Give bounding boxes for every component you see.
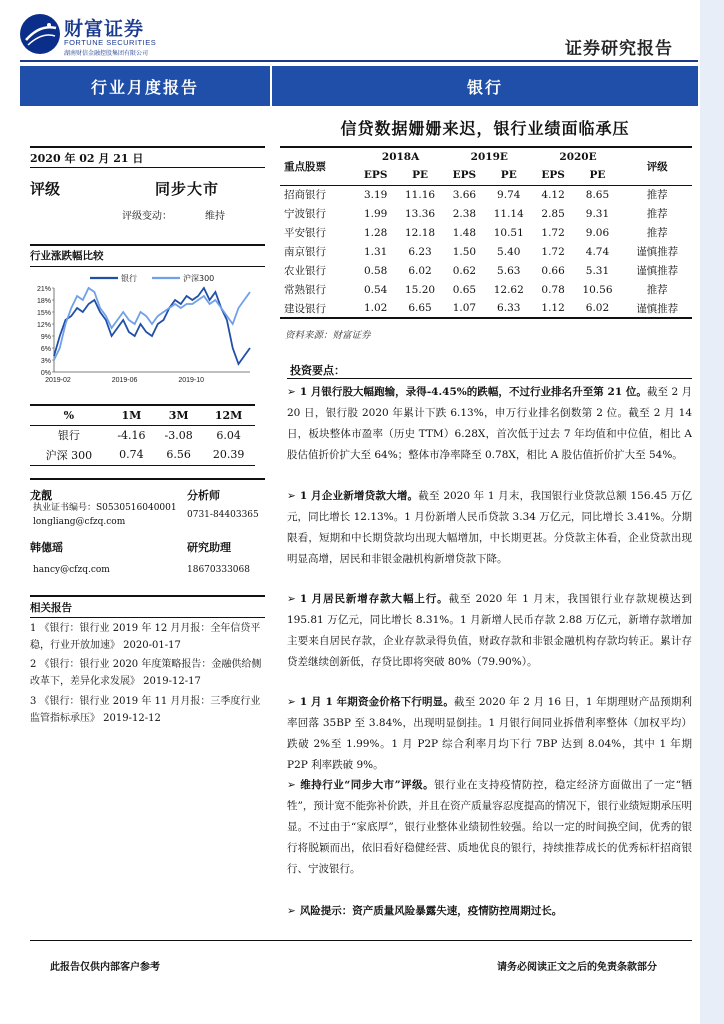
point-text: 截至 2 月 20 日，银行股 2020 年累计下跌 6.13%，申万行业排名倒数第 2 位。截至 2 月 14 日，板块整体市盈率（历史 TTM）6.28X，首次低于过去 7 年均值和中位值，相比 A 股估值折价扩大至 64%；整体市净率降至 0.78X，相比 A 股估值折价扩大至 54%。 xyxy=(287,386,693,461)
stock-value: 5.63 xyxy=(497,264,521,277)
stock-value: 12.62 xyxy=(493,283,524,296)
perf-cell: -3.08 xyxy=(164,428,193,442)
y-tick-label: 6% xyxy=(40,346,51,353)
perf-cell: 6.04 xyxy=(216,428,241,442)
stock-value: 12.18 xyxy=(405,226,436,239)
stock-value: 10.56 xyxy=(582,283,613,296)
analyst-1-role: 分析师 xyxy=(187,489,220,502)
footer-disclaimer: 请务必阅读正文之后的免责条款部分 xyxy=(497,962,657,973)
stock-value: 1.28 xyxy=(363,226,388,239)
stock-value: 13.36 xyxy=(405,207,436,220)
stock-value: 3.19 xyxy=(363,188,388,201)
arrow-bullet-icon: ➢ xyxy=(287,779,296,791)
stock-value: 9.06 xyxy=(585,226,610,239)
stock-value: 11.16 xyxy=(405,188,436,201)
stock-subheader: PE xyxy=(500,169,517,182)
x-tick-label: 2019-10 xyxy=(178,377,205,384)
invest-point-2 xyxy=(287,486,692,570)
arrow-bullet-icon: ➢ xyxy=(287,696,296,708)
stock-value: 1.48 xyxy=(452,226,477,239)
table-row xyxy=(280,204,692,223)
point-heading: 1 月居民新增存款大幅上行。 xyxy=(299,593,449,605)
stock-value: 1.12 xyxy=(541,302,565,314)
stock-value: 0.65 xyxy=(452,283,477,296)
key-stocks-table xyxy=(280,146,692,319)
stock-value: 2.38 xyxy=(452,207,477,220)
divider xyxy=(30,266,265,267)
stock-value: 2.85 xyxy=(541,207,565,220)
logo-text-cn: 财富证券 xyxy=(64,18,145,40)
point-text: 截至 2020 年 1 月末，我国银行业贷款总额 156.45 万亿元，同比增长 12.13%。1 月份新增人民币贷款 3.34 万亿元，同比增长 3.41%。分期限看，短期和中长期贷款均出现大幅增加，中长期更甚。分贷款主体看，企业贷款出现明显高增，居民和非银金融机构新增贷款下降。 xyxy=(287,490,692,565)
arrow-bullet-icon: ➢ xyxy=(287,490,296,502)
stock-value: 5.40 xyxy=(497,245,521,258)
stock-subheader: PE xyxy=(589,169,606,182)
divider xyxy=(287,378,692,379)
stock-value: 3.66 xyxy=(452,188,477,201)
invest-point-6 xyxy=(287,901,692,922)
point-heading: 1 月企业新增贷款大增。 xyxy=(299,490,419,502)
divider xyxy=(30,478,265,480)
perf-cell: 20.39 xyxy=(212,448,245,462)
analyst-2-name: 韩僡瑶 xyxy=(30,541,63,554)
perf-cell: 沪深 300 xyxy=(45,448,93,462)
analyst-2-email[interactable]: hancy@cfzq.com xyxy=(33,565,110,575)
stock-value: 6.02 xyxy=(408,264,432,277)
rating-value: 同步大市 xyxy=(155,180,220,198)
perf-cell: 6.56 xyxy=(166,448,191,462)
point-heading: 1 月银行股大幅跑输，录得-4.45%的跌幅，不过行业排名升至第 21 位。 xyxy=(299,386,647,398)
stock-name: 农业银行 xyxy=(284,265,326,277)
stock-subheader: PE xyxy=(412,169,428,182)
stock-rating: 推荐 xyxy=(646,284,668,296)
stock-value: 0.78 xyxy=(541,283,565,296)
table-row xyxy=(280,185,692,204)
rating-label: 评级 xyxy=(30,180,61,198)
logo-text-en: FORTUNE SECURITIES xyxy=(64,38,157,47)
table-row xyxy=(30,425,255,445)
band-report-category: 行业月度报告 xyxy=(20,66,270,106)
rating-change-value: 维持 xyxy=(205,211,225,222)
divider xyxy=(30,595,265,597)
analyst-2-role: 研究助理 xyxy=(187,541,231,554)
perf-header: 1M xyxy=(121,408,142,422)
legend-label: 银行 xyxy=(121,274,137,283)
report-date: 2020 年 02 月 21 日 xyxy=(30,152,144,165)
table-row xyxy=(30,445,255,465)
y-tick-label: 9% xyxy=(40,334,51,341)
x-tick-label: 2019-06 xyxy=(111,377,138,384)
stock-subheader: EPS xyxy=(541,169,565,182)
stock-rating: 推荐 xyxy=(646,227,668,239)
table-row xyxy=(280,280,692,299)
stock-name: 建设银行 xyxy=(284,302,326,315)
point-heading: 1 月 1 年期资金价格下行明显。 xyxy=(299,696,455,708)
stock-value: 8.65 xyxy=(585,188,610,201)
report-type: 证券研究报告 xyxy=(565,39,673,59)
y-tick-label: 15% xyxy=(36,310,51,317)
point-text: 截至 2020 年 1 月末，我国银行业存款规模达到 195.81 万亿元，同比增长 8.31%。1 月新增人民币存款 2.88 万亿元，新增存款增加主要来自居民存款，企业存款录得负值，财政存款和非银金融机构存款均转正。累计存贷差继续创新低，存贷比即将突破 80%（79.90%）。 xyxy=(287,593,692,668)
stock-rating: 推荐 xyxy=(646,208,668,220)
rating-change-label: 评级变动： xyxy=(122,211,172,222)
point-heading: 风险提示：资产质量风险暴露失速，疫情防控周期过长。 xyxy=(299,905,563,917)
related-report-1[interactable]: 1 《银行：银行业 2019 年 12 月月报：全年信贷平稳，行业开放加速》 2020-01-17 xyxy=(30,623,261,651)
y-tick-label: 21% xyxy=(36,286,51,293)
y-tick-label: 12% xyxy=(36,322,51,329)
stock-value: 1.72 xyxy=(541,226,565,239)
logo-icon xyxy=(20,14,60,54)
perf-header: % xyxy=(63,408,75,422)
stock-value: 9.74 xyxy=(497,188,521,201)
table-source: 资料来源：财富证券 xyxy=(285,330,371,341)
arrow-bullet-icon: ➢ xyxy=(287,386,296,398)
table-row xyxy=(280,261,692,280)
arrow-bullet-icon: ➢ xyxy=(287,593,296,605)
point-text: 银行业在支持疫情防控，稳定经济方面做出了一定“牺牲”，预计宽不能弥补价跌，并且在资产质量容忍度提高的情况下，银行业绩短期承压明显。不过由于“家底厚”，银行业整体业绩韧性较强。给以一定的时间换空间，优秀的银行将脱颖而出，依旧看好稳健经营、质地优良的银行，持续推荐成长的优秀标杆招商银行、宁波银行。 xyxy=(287,779,692,875)
x-tick-label: 2019-02 xyxy=(45,377,71,384)
divider xyxy=(30,617,265,618)
invest-title: 投资要点： xyxy=(290,364,345,377)
footer-divider xyxy=(30,940,692,941)
stock-value: 6.33 xyxy=(497,302,521,314)
analyst-2-phone: 18670333068 xyxy=(187,565,250,575)
stock-value: 4.12 xyxy=(541,188,565,201)
stock-rating: 谨慎推荐 xyxy=(636,246,679,258)
table-row xyxy=(280,223,692,242)
stock-value: 0.62 xyxy=(452,264,477,277)
invest-point-5 xyxy=(287,775,692,880)
series-line-hs300 xyxy=(54,288,250,360)
stock-header-year: 2019E xyxy=(470,151,508,163)
stock-name: 招商银行 xyxy=(284,189,326,202)
header-divider xyxy=(20,60,698,62)
stock-value: 1.31 xyxy=(363,245,388,258)
invest-point-3 xyxy=(287,589,692,673)
perf-header: 3M xyxy=(168,408,189,422)
stock-header-name: 重点股票 xyxy=(284,160,326,173)
point-text: 截至 2020 年 2 月 16 日，1 年期理财产品预期利率回落 35BP 至 3.84%，出现明显倒挂。1 月银行间同业拆借利率整体（加权平均）跌破 2%至 1.99%。1 月 P2P 综合利率月均下行 7BP 达到 8.04%，其中 1 年期 P2P 利率跌破 9%。 xyxy=(287,696,692,771)
stock-value: 5.31 xyxy=(585,264,610,277)
logo-tagline: 湖南财信金融控股集团有限公司 xyxy=(64,50,149,57)
divider xyxy=(30,146,265,148)
chart-section-title: 行业涨跌幅比较 xyxy=(30,250,104,262)
stock-subheader: EPS xyxy=(363,169,388,182)
stock-rating: 谨慎推荐 xyxy=(636,302,679,315)
analyst-1-email[interactable]: longliang@cfzq.com xyxy=(33,517,126,527)
industry-line-chart xyxy=(30,270,262,394)
invest-point-4 xyxy=(287,692,692,776)
stock-value: 6.23 xyxy=(408,245,432,258)
analyst-1-cert: 执业证书编号：S0530516040001 xyxy=(33,503,177,513)
page-title: 信贷数据姗姗来迟，银行业绩面临承压 xyxy=(340,119,630,138)
perf-cell: -4.16 xyxy=(117,428,146,442)
legend-label: 沪深300 xyxy=(183,274,215,283)
stock-value: 1.50 xyxy=(452,245,477,258)
related-title: 相关报告 xyxy=(30,602,72,614)
perf-header: 12M xyxy=(214,408,243,422)
stock-name: 常熟银行 xyxy=(284,284,326,296)
arrow-bullet-icon: ➢ xyxy=(287,905,296,917)
stock-value: 1.99 xyxy=(363,207,388,220)
side-strip xyxy=(700,0,724,1024)
stock-value: 0.58 xyxy=(363,264,388,277)
stock-value: 0.66 xyxy=(541,264,565,277)
table-row xyxy=(280,299,692,318)
footer-note: 此报告仅供内部客户参考 xyxy=(50,962,160,973)
stock-value: 9.31 xyxy=(585,207,610,220)
stock-value: 1.07 xyxy=(452,302,477,314)
stock-value: 6.02 xyxy=(585,302,610,314)
stock-name: 平安银行 xyxy=(284,227,326,239)
stock-value: 11.14 xyxy=(493,207,524,220)
stock-header-year: 2020E xyxy=(559,151,597,163)
y-tick-label: 0% xyxy=(40,370,51,377)
stock-value: 15.20 xyxy=(405,283,436,296)
stock-name: 南京银行 xyxy=(284,246,326,258)
stock-header-year: 2018A xyxy=(381,151,420,163)
invest-point-1 xyxy=(287,382,692,466)
y-tick-label: 18% xyxy=(36,298,51,305)
analyst-1-name: 龙靓 xyxy=(30,489,52,502)
stock-value: 6.65 xyxy=(408,302,432,314)
perf-cell: 0.74 xyxy=(119,448,144,462)
stock-value: 1.02 xyxy=(363,302,388,314)
analyst-1-phone: 0731-84403365 xyxy=(187,510,259,520)
divider xyxy=(30,167,265,168)
stock-name: 宁波银行 xyxy=(284,208,326,220)
stock-value: 1.72 xyxy=(541,245,565,258)
y-tick-label: 3% xyxy=(40,358,51,365)
stock-header-rating: 评级 xyxy=(646,160,668,173)
divider xyxy=(30,244,265,246)
table-row xyxy=(280,242,692,261)
stock-rating: 推荐 xyxy=(646,189,668,202)
stock-rating: 谨慎推荐 xyxy=(636,265,679,277)
perf-cell: 银行 xyxy=(57,429,80,443)
band-industry: 银行 xyxy=(272,66,698,106)
stock-value: 4.74 xyxy=(585,245,610,258)
stock-value: 10.51 xyxy=(493,226,524,239)
stock-subheader: EPS xyxy=(452,169,477,182)
point-heading: 维持行业“同步大市”评级。 xyxy=(299,779,435,791)
performance-table xyxy=(30,404,255,466)
stock-value: 0.54 xyxy=(363,283,388,296)
related-report-3[interactable]: 3 《银行：银行业 2019 年 11 月月报：三季度行业监管指标承压》 2019-12-12 xyxy=(30,696,261,724)
related-report-2[interactable]: 2 《银行：银行业 2020 年度策略报告：金融供给侧改革下，差异化求发展》 2019-12-17 xyxy=(30,659,262,687)
